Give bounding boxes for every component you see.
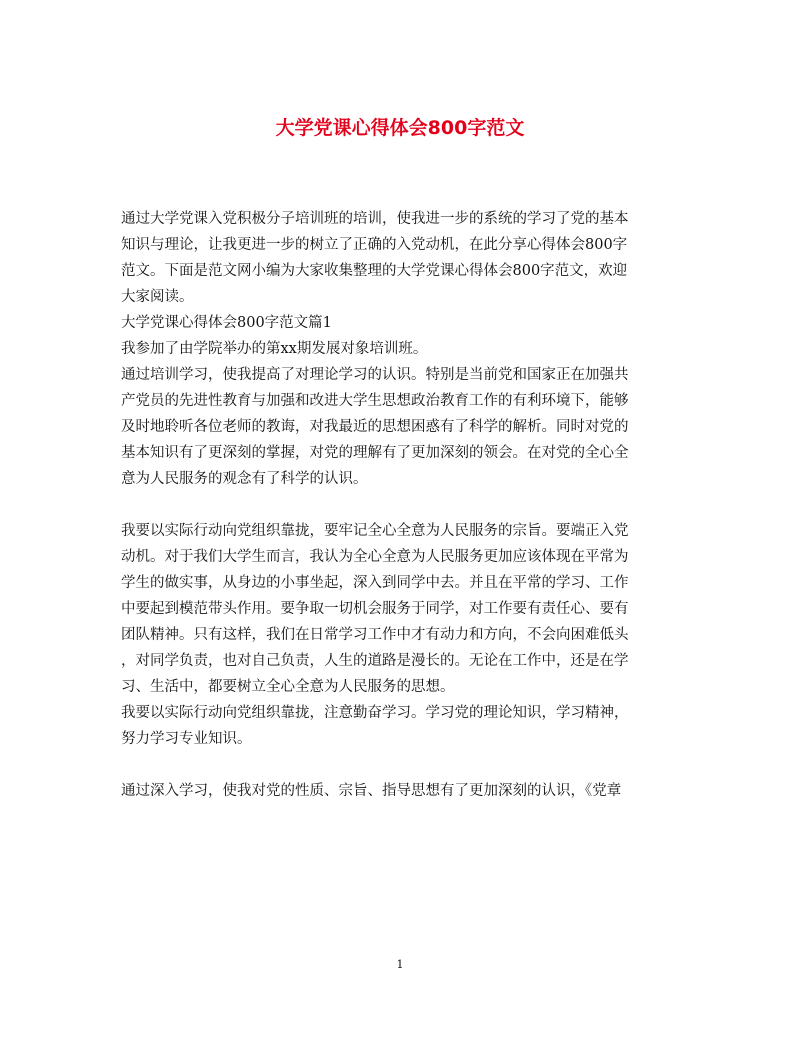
text-line: 我参加了由学院举办的第xx期发展对象培训班。 xyxy=(121,341,428,357)
document-body xyxy=(121,206,681,804)
text-line: 基本知识有了更深刻的掌握，对党的理解有了更加深刻的领会。在对党的全心全 xyxy=(121,445,629,461)
text-line: 意为人民服务的观念有了科学的认识。 xyxy=(121,471,368,487)
text-line: 及时地聆听各位老师的教诲，对我最近的思想困惑有了科学的解析。同时对党的 xyxy=(121,419,629,435)
text-line: 大家阅读。 xyxy=(121,289,194,305)
text-line: 我要以实际行动向党组织靠拢，要牢记全心全意为人民服务的宗旨。要端正入党 xyxy=(121,523,629,539)
document-title: 大学党课心得体会800字范文 xyxy=(275,117,525,139)
text-line: 中要起到模范带头作用。要争取一切机会服务于同学，对工作要有责任心、要有 xyxy=(121,601,629,617)
section-heading: 大学党课心得体会800字范文篇1 xyxy=(121,315,332,331)
text-line: 学生的做实事，从身边的小事坐起，深入到同学中去。并且在平常的学习、工作 xyxy=(121,575,629,591)
text-line: 我要以实际行动向党组织靠拢，注意勤奋学习。学习党的理论知识，学习精神， xyxy=(121,705,629,721)
text-line: 通过深入学习，使我对党的性质、宗旨、指导思想有了更加深刻的认识，《党章 xyxy=(121,783,622,799)
text-line: 动机。对于我们大学生而言，我认为全心全意为人民服务更加应该体现在平常为 xyxy=(121,549,629,565)
text-line: 团队精神。只有这样，我们在日常学习工作中才有动力和方向，不会向困难低头 xyxy=(121,627,629,643)
text-line: 通过大学党课入党积极分子培训班的培训，使我进一步的系统的学习了党的基本 xyxy=(121,211,629,227)
text-line: 通过培训学习，使我提高了对理论学习的认识。特别是当前党和国家正在加强共 xyxy=(121,367,629,383)
blank-line xyxy=(121,752,681,778)
text-line: 习、生活中，都要树立全心全意为人民服务的思想。 xyxy=(121,679,455,695)
text-line: 努力学习专业知识。 xyxy=(121,731,252,747)
text-line: 知识与理论，让我更进一步的树立了正确的入党动机，在此分享心得体会800字 xyxy=(121,237,628,253)
blank-line xyxy=(121,492,681,518)
text-line: 范文。下面是范文网小编为大家收集整理的大学党课心得体会800字范文，欢迎 xyxy=(121,263,628,279)
page-number: 1 xyxy=(396,958,404,971)
text-line: ，对同学负责，也对自己负责，人生的道路是漫长的。无论在工作中，还是在学 xyxy=(121,653,629,669)
text-line: 产党员的先进性教育与加强和改进大学生思想政治教育工作的有利环境下，能够 xyxy=(121,393,629,409)
